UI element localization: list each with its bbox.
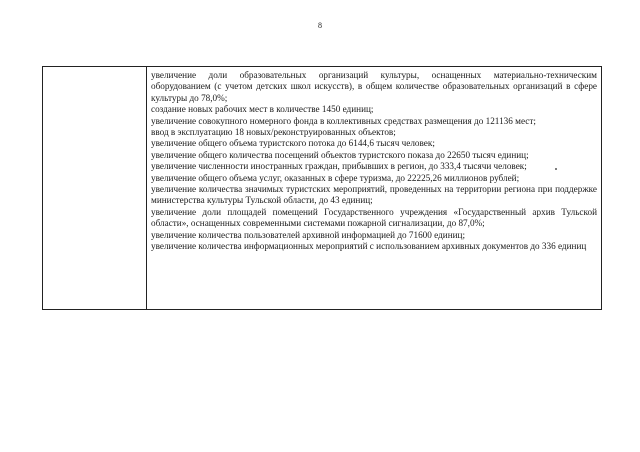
list-item-archive-fire-alarm: увеличение доли площадей помещений Государственного учреждения «Государственный архив Тульской области», оснащенных современными системами пожарной сигнализации, до 87,0%; <box>151 206 597 229</box>
list-item-room-fund: увеличение совокупного номерного фонда в коллективных средствах размещения до 121136 мест; <box>151 115 536 126</box>
list-item-education-share: увеличение доли образовательных организаций культуры, оснащенных материально-техническим оборудованием (с учетом детских школ искусств), в общем количестве образовательных организаций в сфере культуры до 78,0%; <box>151 70 597 103</box>
list-item-archive-events: увеличение количества информационных мероприятий с использованием архивных документов до 336 единиц <box>151 241 587 252</box>
table-left-cell <box>43 67 147 309</box>
table-right-cell <box>147 67 601 309</box>
scan-speck <box>555 168 557 170</box>
list-item-tourist-flow: увеличение общего объема туристского потока до 6144,6 тысяч человек; <box>151 138 435 149</box>
page-number: 8 <box>318 21 322 30</box>
list-item-new-jobs: создание новых рабочих мест в количестве 1450 единиц; <box>151 104 374 115</box>
document-table <box>42 66 602 310</box>
list-item-new-objects: ввод в эксплуатацию 18 новых/реконструированных объектов; <box>151 127 396 138</box>
list-item-foreign-visitors: увеличение численности иностранных граждан, прибывших в регион, до 333,4 тысячи человек; <box>151 161 527 172</box>
list-item-tourism-services: увеличение общего объема услуг, оказанных в сфере туризма, до 22225,26 миллионов рублей; <box>151 172 520 183</box>
list-item-site-visits: увеличение общего количества посещений объектов туристского показа до 22650 тысяч единиц; <box>151 149 529 160</box>
list-item-tourist-events: увеличение количества значимых туристских мероприятий, проведенных на территории региона при поддержке министерства культуры Тульской области, до 43 единиц; <box>151 184 597 206</box>
list-item-archive-users: увеличение количества пользователей архивной информацией до 71600 единиц; <box>151 229 466 240</box>
